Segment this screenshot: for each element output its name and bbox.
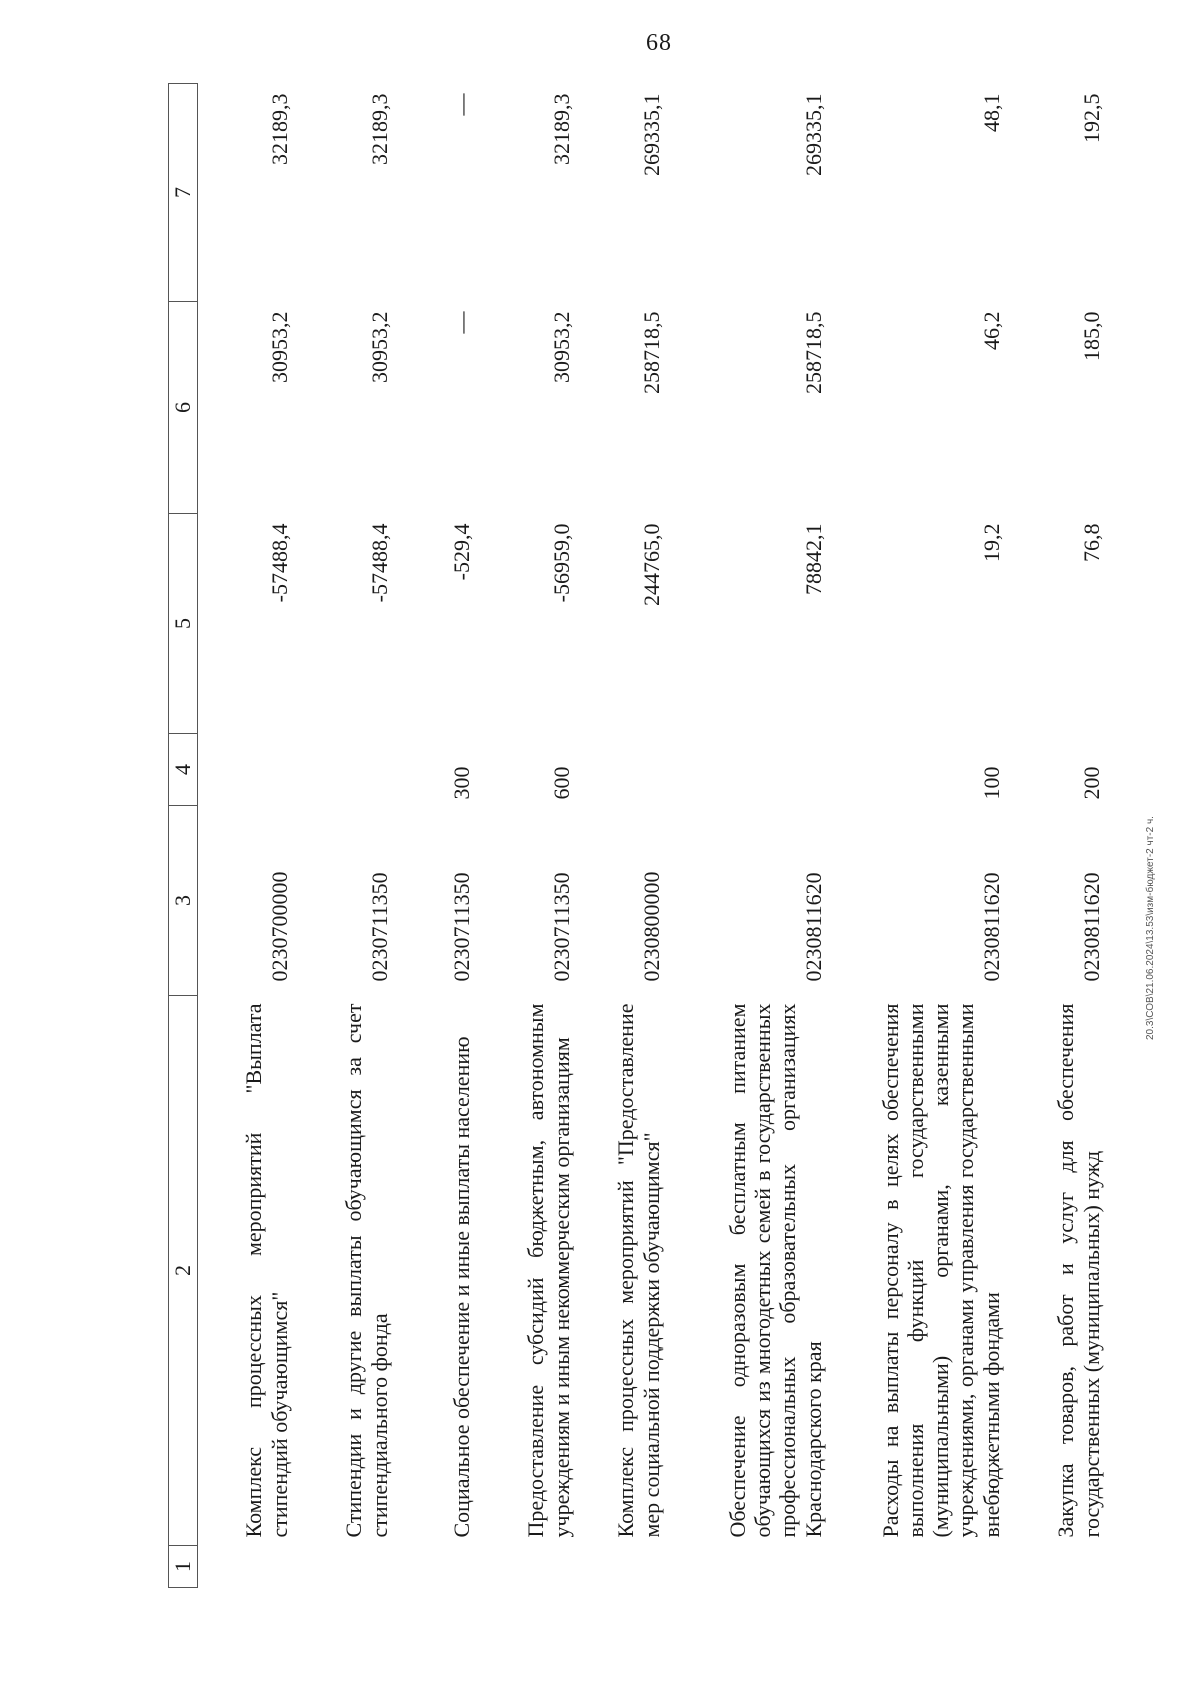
row-value-col6: — (448, 311, 474, 334)
row-value-col6: 185,0 (1078, 311, 1104, 361)
header-col-4: 4 (169, 734, 198, 806)
table-row (832, 84, 1010, 1588)
row-value-col5: 244765,0 (638, 523, 664, 606)
header-col-7: 7 (169, 84, 198, 302)
header-row (169, 84, 198, 1588)
table-container (168, 84, 1104, 1588)
row-value-col7: — (448, 93, 474, 116)
table-row (580, 84, 670, 1588)
row-name: Закупка товаров, работ и услуг для обеспечения государственных (муниципальных) нужд (1053, 1003, 1104, 1538)
row-number-cell (1010, 1546, 1110, 1588)
row-number-cell (580, 1546, 670, 1588)
row-value-col5: -57488,4 (366, 523, 392, 603)
row-value-col7: 269335,1 (638, 93, 664, 176)
row-target-code: 0230800000 (638, 871, 664, 982)
row-number-cell (832, 1546, 1010, 1588)
row-value-col6: 30953,2 (548, 311, 574, 383)
row-value-col5: 76,8 (1078, 523, 1104, 562)
row-value-col6: 258718,5 (638, 311, 664, 394)
row-target-code: 0230711350 (366, 872, 392, 982)
row-target-code: 0230811620 (978, 872, 1004, 982)
row-value-col6: 30953,2 (366, 311, 392, 383)
row-target-code: 0230711350 (548, 872, 574, 982)
row-expense-type (298, 734, 398, 806)
page-number: 68 (646, 30, 672, 56)
row-target-code: 0230711350 (448, 872, 474, 982)
row-value-col7: 32189,3 (266, 93, 292, 165)
row-target-code: 0230811620 (1078, 872, 1104, 982)
table-row (198, 84, 299, 1588)
row-expense-type (198, 734, 299, 806)
row-name: Стипендии и другие выплаты обучающимся за счет стипендиального фонда (341, 1003, 392, 1538)
header-col-3: 3 (169, 806, 198, 996)
row-value-col5: -57488,4 (266, 523, 292, 603)
row-name: Предоставление субсидий бюджетным, автономным учреждениям и иным некоммерческим организациям (523, 1003, 574, 1538)
rotated-page-content (168, 84, 1104, 1588)
row-expense-type: 200 (1078, 766, 1104, 800)
table-row (480, 84, 580, 1588)
row-value-col5: 78842,1 (800, 523, 826, 595)
row-value-col6: 46,2 (978, 311, 1004, 350)
row-name: Комплекс процессных мероприятий "Выплата стипендий обучающимся" (241, 1003, 292, 1538)
row-value-col5: -529,4 (448, 523, 474, 581)
header-col-6: 6 (169, 302, 198, 514)
row-expense-type (670, 734, 832, 806)
row-number-cell (480, 1546, 580, 1588)
header-col-1: 1 (169, 1546, 198, 1588)
row-value-col7: 32189,3 (548, 93, 574, 165)
header-col-2: 2 (169, 996, 198, 1546)
row-expense-type: 600 (548, 766, 574, 800)
header-col-5: 5 (169, 514, 198, 734)
document-code: 20.3\СОВ\21.06.2024\13.53\изм-бюджет-2 чт-2 ч. (1145, 816, 1156, 1040)
row-number-cell (198, 1546, 299, 1588)
row-value-col5: -56959,0 (548, 523, 574, 603)
table-row (298, 84, 398, 1588)
row-target-code: 0230811620 (800, 872, 826, 982)
table-row (670, 84, 832, 1588)
row-number-cell (398, 1546, 480, 1588)
row-expense-type (580, 734, 670, 806)
table-row (398, 84, 480, 1588)
row-expense-type: 300 (448, 766, 474, 800)
table-row (1010, 84, 1110, 1588)
row-expense-type: 100 (978, 766, 1004, 800)
row-value-col7: 269335,1 (800, 93, 826, 176)
row-target-code: 0230700000 (266, 871, 292, 982)
row-value-col7: 192,5 (1078, 93, 1104, 143)
row-name: Социальное обеспечение и иные выплаты населению (448, 1036, 474, 1538)
row-name: Расходы на выплаты персоналу в целях обеспечения выполнения функций государственными (муниципальными) органами, казенными учреждениями, органами управления государственными внебюджетными фондами (877, 1003, 1004, 1538)
row-value-col7: 48,1 (978, 93, 1004, 132)
row-value-col6: 30953,2 (266, 311, 292, 383)
row-name: Обеспечение одноразовым бесплатным питанием обучающихся из многодетных семей в государственных профессиональных образовательных организациях Краснодарского края (724, 1003, 826, 1538)
row-number-cell (670, 1546, 832, 1588)
row-value-col5: 19,2 (978, 523, 1004, 562)
row-value-col7: 32189,3 (366, 93, 392, 165)
row-number-cell (298, 1546, 398, 1588)
budget-table (168, 83, 1110, 1588)
row-name: Комплекс процессных мероприятий "Предоставление мер социальной поддержки обучающимся" (613, 1003, 664, 1538)
row-value-col6: 258718,5 (800, 311, 826, 394)
